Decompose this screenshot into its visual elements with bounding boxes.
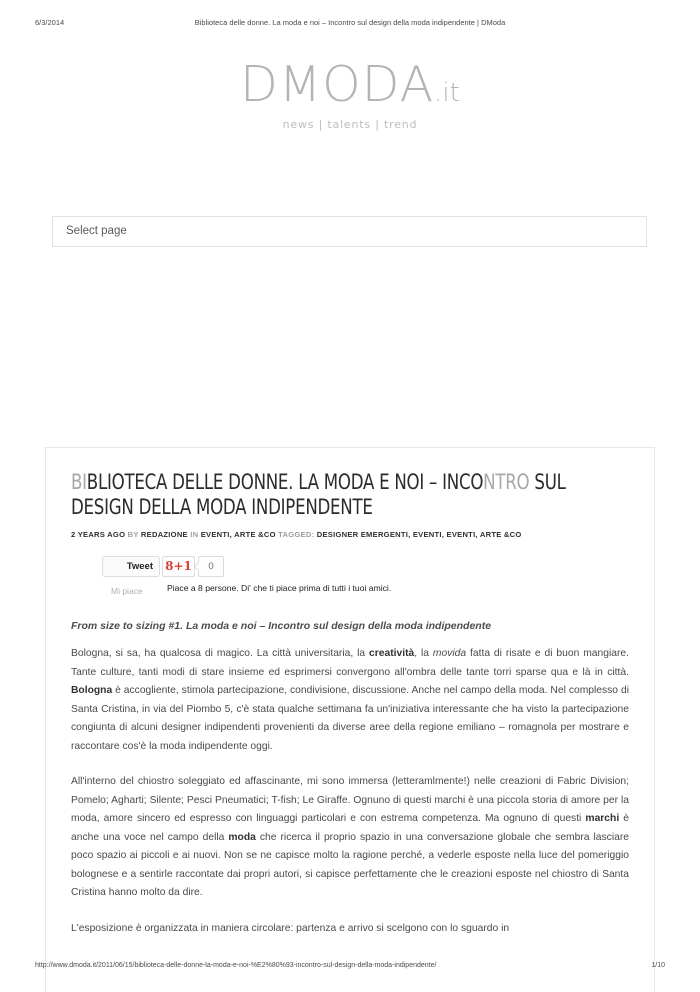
logo-tagline: news | talents | trend (282, 118, 418, 131)
select-page-dropdown[interactable] (52, 216, 647, 247)
print-footer-url: http://www.dmoda.it/2011/06/15/biblioteca-delle-donne-la-moda-e-noi-%E2%80%93-incontro-sul-design-della-moda-indipendente/ (35, 962, 437, 969)
print-footer (0, 962, 700, 976)
print-page-title: Biblioteca delle donne. La moda e noi – Incontro sul design della moda indipendente | DModa (194, 18, 506, 27)
google-plus-one-button[interactable]: 8+1 (162, 556, 195, 577)
select-page-label: Select page (66, 225, 127, 237)
page-title (71, 470, 628, 520)
tweet-button[interactable]: Tweet (102, 556, 160, 577)
facebook-like-row (102, 583, 629, 609)
facebook-like-text: Piace a 8 persone. Di' che ti piace prima di tutti i tuoi amici. (167, 583, 392, 593)
post-title-segment-4: SUL DESIGN DELLA MODA INDIPENDENTE (71, 470, 566, 520)
post-paragraph: L'esposizione è organizzata in maniera circolare: partenza e arrivo si scelgono con lo sguardo in (71, 922, 510, 934)
post-title-segment-1: BI (71, 470, 87, 495)
post-tagged-label: TAGGED: (278, 530, 315, 539)
post-paragraph: All'interno del chiostro soleggiato ed affascinante, mi sono immersa (letteramlmente!) nelle creazioni di Fabric Division; Pomelo; Agharti; Silente; Pesci Pneumatici; T-fish; Le Giraffe. Ognuno di questi marchi è una piccola storia di amore per la moda, amore sincero ed espresso con linguaggi particolari e con estrema competenza. Ma ognuno di questi marchi è anche una voce nel campo della moda che ricerca il proprio spazio in una conversazione globale che sembra lasciare poco spazio ai piccoli e ai nuovi. Non se ne capisce molto la ragione perché, a vederle esposte nella luce del pomeriggio bolognese e a sentirle raccontate dai propri autori, si capisce perfettamente che le creazioni esposte nel chiostro di Santa Cristina hanno molto da dire. (71, 776, 629, 898)
post-time-ago: 2 YEARS AGO (71, 530, 126, 539)
post-in-label: IN (190, 530, 199, 539)
site-logo[interactable] (0, 56, 700, 131)
post-tags[interactable]: DESIGNER EMERGENTI, EVENTI, EVENTI, ARTE &CO (316, 530, 522, 539)
post-meta (71, 529, 629, 540)
article-card (45, 447, 655, 992)
print-date: 6/3/2014 (35, 18, 65, 27)
post-title-segment-2: BLIOTECA DELLE DONNE. LA MODA E NOI – INCO (86, 470, 484, 495)
logo-tld: .it (434, 78, 460, 108)
print-header (0, 18, 700, 34)
post-title-segment-3: NTRO (483, 470, 530, 495)
post-author[interactable]: REDAZIONE (140, 530, 188, 539)
post-by-label: BY (127, 530, 139, 539)
print-footer-page-number: 1/10 (651, 962, 665, 969)
post-subtitle: From size to sizing #1. La moda e noi – Incontro sul design della moda indipendente (71, 620, 492, 632)
logo-wordmark (0, 56, 700, 113)
google-plus-one-count[interactable]: 0 (198, 556, 224, 577)
facebook-like-button[interactable]: Mi piace (111, 586, 143, 596)
social-share-row (102, 556, 629, 578)
post-categories[interactable]: EVENTI, ARTE &CO (200, 530, 276, 539)
post-paragraph: Bologna, si sa, ha qualcosa di magico. La città universitaria, la creatività, la movida fatta di risate e di buon mangiare. Tante culture, tanti modi di stare insieme ed esprimersi convergono all'ombra delle tante torri sparse qua e là in città. Bologna è accogliente, stimola partecipazione, condivisione, discussione. Anche nel campo della moda. Nel complesso di Santa Cristina, in via del Piombo 5, c'è stata qualche settimana fa un'iniziativa interessante che ha visto la partecipazione congiunta di alcuni designer indipendenti provenienti da diverse aree della regione emiliano – romagnola per mostrare e raccontare cos'è la moda indipendente oggi. (71, 648, 629, 752)
logo-name: DMODA (240, 56, 435, 113)
